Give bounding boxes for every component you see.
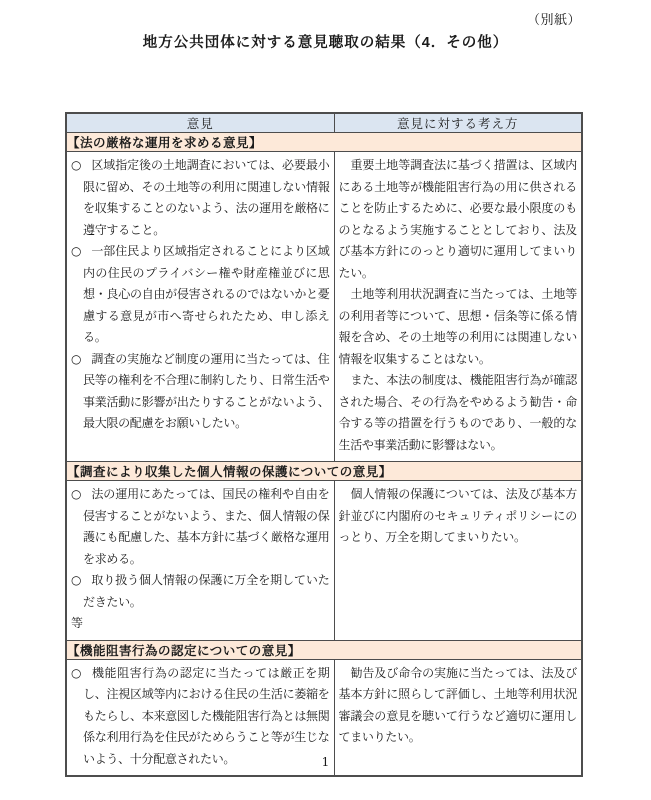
opinion-item (71, 570, 330, 613)
response-paragraph: 土地等利用状況調査に当たっては、土地等の利用者等について、思想・信条等に係る情報を含め、その土地等の利用には関連しない情報を収集することはない。 (338, 287, 577, 366)
section-2-responses-cell (334, 481, 582, 641)
section-2-opinions-cell (66, 481, 334, 641)
section-1-body-row (66, 152, 582, 462)
opinions-table (65, 112, 583, 777)
opinion-list (67, 481, 334, 640)
response-paragraph: 勧告及び命令の実施に当たっては、法及び基本方針に照らして評価し、土地等利用状況審議会の意見を聴いて行うなど適切に運用してまいりたい。 (338, 665, 577, 744)
response-paragraph: また、本法の制度は、機能阻害行為が確認された場合、その行為をやめるよう勧告・命令する等の措置を行うものであり、一般的な生活や事業活動に影響はない。 (338, 373, 577, 452)
section-1-responses-cell (334, 152, 582, 462)
section-2-heading: 【調査により収集した個人情報の保護についての意見】 (66, 462, 582, 481)
opinion-text: 取り扱う個人情報の保護に万全を期していただきたい。 (83, 573, 330, 609)
page-title: 地方公共団体に対する意見聴取の結果（4．その他） (142, 35, 509, 51)
opinion-text: 機能阻害行為の認定に当たっては厳正を期し、注視区域等内における住民の生活に萎縮をもたらし、本来意図した機能阻害行為とは無関係な利用行為を住民がためらうこと等が生じないよう、十分配意されたい。 (83, 665, 330, 766)
opinion-text: 調査の実施など制度の運用に当たっては、住民等の権利を不合理に制約したり、日常生活や事業活動に影響が出たりすることがないよう、最大限の配慮をお願いしたい。 (83, 351, 330, 430)
section-1-heading-row (66, 133, 582, 152)
response-paragraph: 個人情報の保護については、法及び基本方針並びに内閣府のセキュリティポリシーにのっとり、万全を期してまいりたい。 (338, 487, 577, 544)
section-1-opinions-cell (66, 152, 334, 462)
opinion-bullet: ○ (71, 665, 83, 680)
response-list (335, 660, 582, 754)
opinion-bullet: ○ (71, 573, 82, 587)
response-paragraph: 重要土地等調査法に基づく措置は、区域内にある土地等が機能阻害行為の用に供されることを防止するために、必要な最小限度のものとなるよう実施することとしており、法及び基本方針にのっとり適切に運用してまいりたい。 (338, 158, 577, 280)
opinion-bullet: ○ (71, 158, 82, 172)
page-number: 1 (321, 755, 330, 769)
page-annotation: （別紙） (526, 12, 581, 27)
opinion-bullet: ○ (71, 244, 82, 258)
opinion-text: 区域指定後の土地調査においては、必要最小限に留め、その土地等の利用に関連しない情報を収集することのないよう、法の運用を厳格に遵守すること。 (83, 158, 330, 237)
section-1-heading: 【法の厳格な運用を求める意見】 (66, 133, 582, 152)
opinion-item (71, 663, 330, 771)
section-2-heading-row (66, 462, 582, 481)
opinion-item (71, 241, 330, 349)
opinion-text: 一部住民より区域指定されることにより区域内の住民のプライバシー権や財産権並びに思想・良心の自由が侵害されるのではないかと憂慮する意見が市へ寄せられたため、申し添える。 (83, 244, 330, 344)
opinion-list (67, 152, 334, 440)
column-header-response: 意見に対する考え方 (334, 113, 582, 133)
response-list (335, 481, 582, 554)
opinion-item (71, 349, 330, 435)
section-2-body-row (66, 481, 582, 641)
opinion-item (71, 155, 330, 241)
opinion-bullet: ○ (71, 487, 82, 501)
column-header-opinion: 意見 (66, 113, 334, 133)
response-list (335, 152, 582, 461)
note-text: 等 (71, 616, 83, 630)
section-3-heading: 【機能阻害行為の認定についての意見】 (66, 640, 582, 659)
opinion-bullet: ○ (71, 351, 82, 366)
opinion-item (71, 484, 330, 570)
table-header-row (66, 113, 582, 133)
opinion-text: 法の運用にあたっては、国民の権利や自由を侵害することがないよう、また、個人情報の保護にも配慮した、基本方針に基づく厳格な運用を求める。 (83, 487, 330, 566)
section-3-heading-row (66, 640, 582, 659)
